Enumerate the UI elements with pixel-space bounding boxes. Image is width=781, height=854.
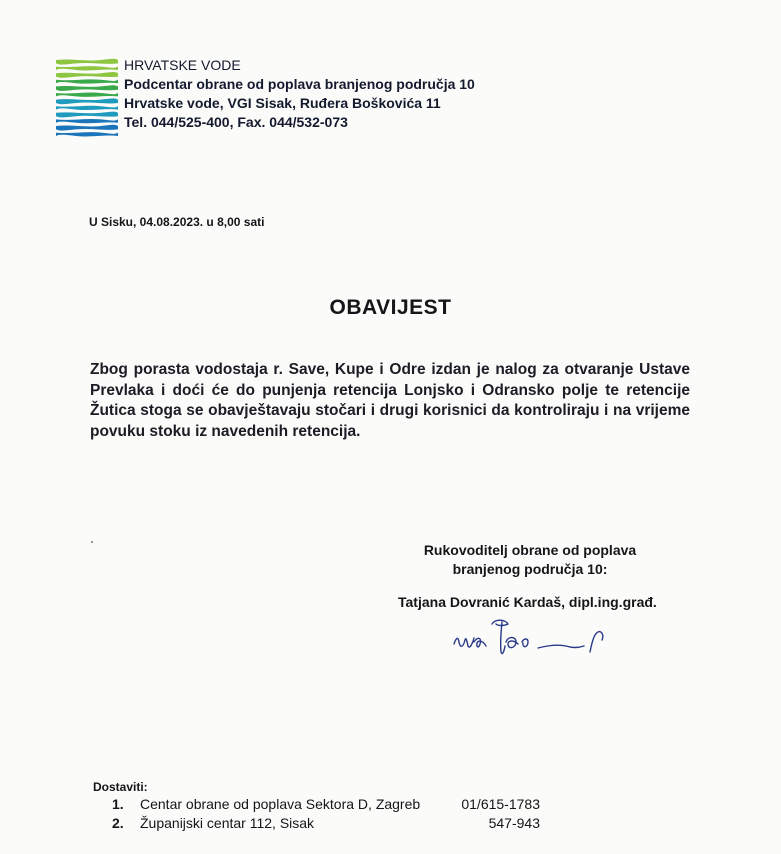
hrvatske-vode-logo-icon bbox=[56, 57, 118, 139]
logo-stripe bbox=[56, 112, 118, 118]
signatory-name: Tatjana Dovranić Kardaš, dipl.ing.građ. bbox=[398, 594, 657, 610]
dateline: U Sisku, 04.08.2023. u 8,00 sati bbox=[89, 215, 265, 229]
logo-stripe bbox=[56, 98, 118, 104]
notice-body: Zbog porasta vodostaja r. Save, Kupe i Odre izdan je nalog za otvaranje Ustave Prevlaka i doći će do punjenja retencija Lonjsko i Odransko polje te retencije Žutica stoga se obavještavaju stočari i drugi korisnici da kontroliraju i na vrijeme povuku stoku iz navedenih retencija. bbox=[90, 361, 690, 440]
logo-stripe bbox=[56, 79, 118, 83]
distribution-label: Dostaviti: bbox=[93, 780, 148, 794]
logo-stripe bbox=[56, 59, 118, 65]
logo-stripe bbox=[56, 119, 118, 123]
list-item-recipient: Centar obrane od poplava Sektora D, Zagreb bbox=[140, 796, 421, 812]
list-item bbox=[112, 795, 552, 814]
letterhead bbox=[124, 56, 475, 132]
logo-stripe bbox=[56, 125, 118, 131]
logo-stripe bbox=[56, 106, 118, 110]
organization-name: HRVATSKE VODE bbox=[124, 57, 241, 73]
list-item-recipient: Županijski centar 112, Sisak bbox=[140, 815, 315, 831]
list-item-phone: 01/615-1783 bbox=[461, 796, 540, 812]
document-title: OBAVIJEST bbox=[329, 296, 452, 319]
logo-stripe bbox=[56, 132, 118, 136]
logo-stripe bbox=[56, 93, 118, 97]
logo-stripe bbox=[56, 66, 118, 70]
distribution-list bbox=[112, 795, 552, 833]
list-item bbox=[112, 814, 552, 833]
letterhead-line-1: Podcentar obrane od poplava branjenog područja 10 bbox=[124, 76, 475, 92]
scan-speck bbox=[91, 541, 93, 543]
letterhead-contact: Tel. 044/525-400, Fax. 044/532-073 bbox=[124, 114, 348, 130]
letterhead-line-2: Hrvatske vode, VGI Sisak, Ruđera Boškovića 11 bbox=[124, 95, 441, 111]
list-item-number: 1. bbox=[112, 796, 124, 812]
signatory-role-line-1: Rukovoditelj obrane od poplava bbox=[423, 542, 637, 558]
handwritten-signature bbox=[446, 612, 626, 662]
list-item-phone: 547-943 bbox=[488, 815, 540, 831]
list-item-number: 2. bbox=[112, 815, 124, 831]
logo-stripe bbox=[56, 72, 118, 78]
logo-stripe bbox=[56, 85, 118, 91]
signatory-role bbox=[410, 541, 650, 579]
signatory-role-line-2: branjenog područja 10: bbox=[452, 561, 608, 577]
